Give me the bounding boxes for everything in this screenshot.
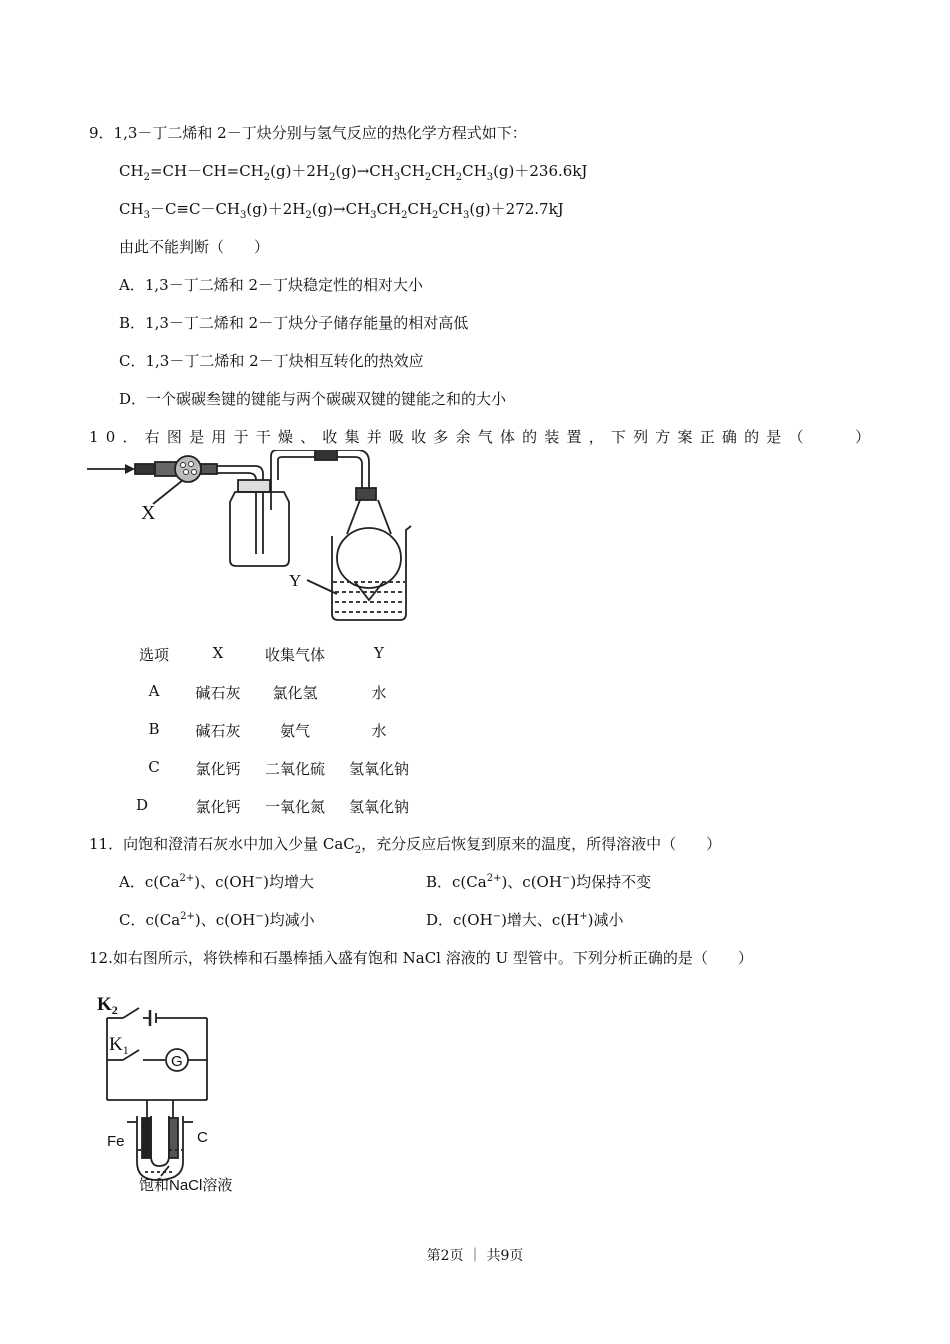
label-y: Y <box>289 571 302 590</box>
q11-option-c: C．$c(Ca^{2+})$、c(OH−)均减小 <box>119 911 315 929</box>
table-cell: 氯化氢 <box>272 684 318 702</box>
q12-stem: 12.如右图所示，将铁棒和石墨棒插入盛有饱和 NaCl 溶液的 U 型管中。下列分析正确的是（ ） <box>89 949 753 967</box>
q9-option-b: B．1,3－丁二烯和 2－丁炔分子储存能量的相对高低 <box>119 314 469 332</box>
table-cell: 氨气 <box>279 722 310 740</box>
table-cell: 碱石灰 <box>195 722 241 740</box>
page-footer: 第2页 ｜ 共9页 <box>426 1248 524 1264</box>
q11-option-b: B．$c(Ca^{2+})$、c(OH−)均保持不变 <box>426 873 652 891</box>
label-g: G <box>171 1053 183 1070</box>
q11-option-d: D．c(OH−)增大、c(H+)减小 <box>426 911 624 929</box>
q10-stem: 10．右图是用于干燥、收集并吸收多余气体的装置，下列方案正确的是（ ） <box>89 428 878 446</box>
table-cell: 氢氧化钠 <box>348 798 409 816</box>
label-k1: $K_1$ <box>109 1034 129 1057</box>
q9-equation-2: $CH_3-C\equiv C-CH_3(g)+2H_2(g)\to CH_3CH_2CH_2CH_3(g)+272.7kJ$ <box>119 200 564 221</box>
table-header-gas: 收集气体 <box>264 646 325 664</box>
q11-option-a: A．$c(Ca^{2+})$、c(OH−)均增大 <box>119 873 314 891</box>
table-header-x: X <box>212 644 224 662</box>
label-k2: $K_2$ <box>97 994 118 1017</box>
label-solution: 饱和NaCl溶液 <box>139 1177 233 1194</box>
gas-apparatus-figure <box>85 450 425 630</box>
table-cell: A <box>148 682 160 700</box>
q9-option-c: C．1,3－丁二烯和 2－丁炔相互转化的热效应 <box>119 352 424 370</box>
table-header-y: Y <box>374 644 384 662</box>
q9-prompt: 由此不能判断（ ） <box>119 238 270 256</box>
table-cell: 二氧化硫 <box>264 760 325 778</box>
label-c: C <box>197 1129 208 1146</box>
table-cell: C <box>148 758 160 776</box>
q9-option-a: A．1,3－丁二烯和 2－丁炔稳定性的相对大小 <box>119 276 424 294</box>
q9-stem: 9．1,3－丁二烯和 2－丁炔分别与氢气反应的热化学方程式如下： <box>89 124 527 142</box>
table-cell: 氢氧化钠 <box>348 760 409 778</box>
table-cell: D <box>135 796 149 814</box>
table-cell: 碱石灰 <box>195 684 241 702</box>
table-cell: 氯化钙 <box>195 798 241 816</box>
label-fe: Fe <box>107 1133 125 1150</box>
q11-stem: 11．向饱和澄清石灰水中加入少量 CaC$_2$，充分反应后恢复到原来的温度，所得溶液中（ ） <box>89 835 722 856</box>
table-cell: B <box>148 720 160 738</box>
u-tube-circuit-figure <box>95 990 265 1195</box>
table-cell: 一氧化氮 <box>264 798 325 816</box>
label-x: X <box>141 502 156 524</box>
q9-equation-1: $CH_2=CH-CH=CH_2(g)+2H_2(g)\to CH_3CH_2CH_2CH_3(g)+236.6kJ$ <box>119 162 588 183</box>
table-cell: 水 <box>371 722 387 740</box>
q9-option-d: D．一个碳碳叁键的键能与两个碳碳双键的键能之和的大小 <box>119 390 507 408</box>
table-cell: 氯化钙 <box>195 760 241 778</box>
table-header-option: 选项 <box>138 646 169 664</box>
table-cell: 水 <box>371 684 387 702</box>
